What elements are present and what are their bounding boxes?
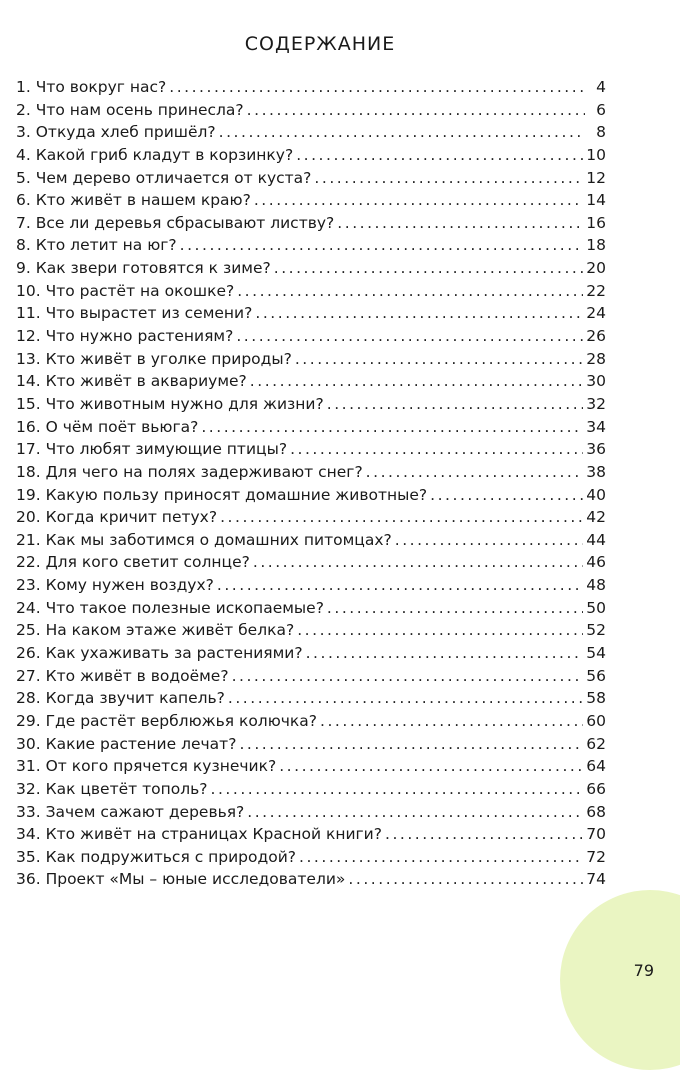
toc-entry-title: 24. Что такое полезные ископаемые?	[16, 598, 324, 617]
toc-entry-title: 5. Чем дерево отличается от куста?	[16, 168, 312, 187]
toc-entry[interactable]	[16, 801, 606, 824]
dot-leader	[247, 801, 583, 824]
toc-entry-title: 32. Как цветёт тополь?	[16, 779, 208, 798]
dot-leader	[297, 619, 583, 642]
page-title: СОДЕРЖАНИЕ	[244, 33, 396, 55]
toc-entry-title: 6. Кто живёт в нашем краю?	[16, 191, 251, 210]
toc-entry-title: 20. Когда кричит петух?	[16, 508, 218, 527]
toc-entry-title: 21. Как мы заботимся о домашних питомцах?	[16, 530, 392, 549]
dot-leader	[296, 144, 583, 167]
toc-entry[interactable]	[16, 642, 606, 665]
toc-entry-title: 18. Для чего на полях задерживают снег?	[16, 462, 363, 481]
toc-entry-page: 46	[586, 553, 606, 572]
toc-entry-page: 22	[586, 281, 606, 300]
dot-leader	[327, 393, 584, 416]
dot-leader	[327, 597, 583, 620]
toc-entry-title: 11. Что вырастет из семени?	[16, 304, 253, 323]
toc-entry-title: 28. Когда звучит капель?	[16, 689, 225, 708]
toc-entry[interactable]	[16, 438, 606, 461]
toc-entry-title: 4. Какой гриб кладут в корзинку?	[16, 145, 294, 164]
toc-entry[interactable]	[16, 348, 606, 371]
toc-entry-title: 35. Как подружиться с природой?	[16, 847, 297, 866]
toc-entry-title: 15. Что животным нужно для жизни?	[16, 394, 324, 413]
toc-entry-title: 3. Откуда хлеб пришёл?	[16, 123, 216, 142]
toc-entry[interactable]	[16, 665, 606, 688]
toc-entry[interactable]	[16, 325, 606, 348]
toc-entry-title: 26. Как ухаживать за растениями?	[16, 644, 303, 663]
toc-entry-page: 72	[586, 847, 606, 866]
dot-leader	[237, 280, 583, 303]
toc-entry-page: 4	[596, 78, 606, 96]
dot-leader	[253, 551, 583, 574]
toc-entry[interactable]	[16, 416, 606, 439]
toc-entry-title: 25. На каком этаже живёт белка?	[16, 621, 295, 640]
dot-leader	[232, 665, 584, 688]
toc-entry[interactable]	[16, 167, 606, 190]
toc-entry-page: 32	[586, 394, 606, 413]
toc-entry[interactable]	[16, 189, 606, 212]
toc-entry-page: 64	[586, 757, 606, 776]
toc-entry[interactable]	[16, 144, 606, 167]
toc-entry[interactable]	[16, 551, 606, 574]
table-of-contents	[16, 76, 606, 891]
toc-entry-page: 8	[596, 123, 606, 142]
toc-entry-title: 8. Кто летит на юг?	[16, 236, 177, 255]
toc-entry-title: 10. Что растёт на окошке?	[16, 281, 235, 300]
toc-entry-title: 23. Кому нужен воздух?	[16, 576, 214, 595]
toc-entry-title: 29. Где растёт верблюжья колючка?	[16, 711, 318, 730]
toc-entry-page: 28	[586, 349, 606, 368]
toc-entry[interactable]	[16, 619, 606, 642]
toc-entry-page: 58	[586, 689, 606, 708]
toc-entry-page: 68	[586, 802, 606, 821]
toc-entry-title: 16. О чём поёт вьюга?	[16, 417, 199, 436]
toc-entry-page: 18	[586, 236, 606, 255]
dot-leader	[211, 778, 584, 801]
dot-leader	[201, 416, 583, 439]
toc-entry-page: 50	[586, 598, 606, 617]
toc-entry-page: 52	[586, 621, 606, 640]
toc-entry-title: 7. Все ли деревья сбрасывают листву?	[16, 213, 335, 232]
toc-entry-page: 74	[586, 870, 606, 889]
toc-entry-page: 48	[586, 576, 606, 595]
toc-entry-page: 12	[586, 168, 606, 187]
toc-entry[interactable]	[16, 99, 606, 122]
toc-entry[interactable]	[16, 234, 606, 257]
dot-leader	[255, 302, 583, 325]
toc-entry-page: 36	[586, 440, 606, 459]
toc-entry-page: 30	[586, 372, 606, 391]
dot-leader	[430, 484, 583, 507]
dot-leader	[239, 733, 583, 756]
toc-entry-page: 42	[586, 508, 606, 527]
dot-leader	[290, 438, 583, 461]
toc-entry-page: 34	[586, 417, 606, 436]
toc-entry-title: 30. Какие растение лечат?	[16, 734, 237, 753]
toc-entry[interactable]	[16, 280, 606, 303]
dot-leader	[169, 76, 585, 99]
toc-entry[interactable]	[16, 506, 606, 529]
toc-entry[interactable]	[16, 710, 606, 733]
dot-leader	[320, 710, 583, 733]
toc-entry-page: 70	[586, 825, 606, 844]
toc-entry-title: 34. Кто живёт на страницах Красной книги?	[16, 825, 382, 844]
dot-leader	[236, 325, 583, 348]
toc-entry-title: 19. Какую пользу приносят домашние животные?	[16, 485, 428, 504]
dot-leader	[295, 348, 583, 371]
toc-entry[interactable]	[16, 846, 606, 869]
toc-entry[interactable]	[16, 370, 606, 393]
toc-entry[interactable]	[16, 302, 606, 325]
toc-entry-page: 20	[586, 259, 606, 278]
dot-leader	[228, 687, 583, 710]
toc-entry-page: 66	[586, 779, 606, 798]
dot-leader	[274, 257, 584, 280]
dot-leader	[220, 506, 583, 529]
toc-entry-title: 12. Что нужно растениям?	[16, 327, 234, 346]
dot-leader	[250, 370, 583, 393]
toc-entry-page: 26	[586, 327, 606, 346]
toc-entry-title: 14. Кто живёт в аквариуме?	[16, 372, 247, 391]
toc-entry[interactable]	[16, 393, 606, 416]
toc-entry-page: 44	[586, 530, 606, 549]
toc-entry-page: 60	[586, 711, 606, 730]
toc-entry[interactable]	[16, 755, 606, 778]
toc-entry[interactable]	[16, 212, 606, 235]
toc-entry-page: 10	[586, 145, 606, 164]
dot-leader	[219, 121, 585, 144]
toc-entry-title: 17. Что любят зимующие птицы?	[16, 440, 288, 459]
dot-leader	[366, 461, 584, 484]
page-number: 79	[633, 961, 654, 980]
dot-leader	[247, 99, 585, 122]
dot-leader	[395, 529, 584, 552]
dot-leader	[306, 642, 584, 665]
toc-entry-page: 62	[586, 734, 606, 753]
toc-entry[interactable]	[16, 687, 606, 710]
toc-entry-title: 33. Зачем сажают деревья?	[16, 802, 245, 821]
dot-leader	[299, 846, 583, 869]
toc-entry[interactable]	[16, 823, 606, 846]
toc-entry-title: 2. Что нам осень принесла?	[16, 100, 244, 119]
toc-entry-page: 40	[586, 485, 606, 504]
toc-entry[interactable]	[16, 484, 606, 507]
toc-entry[interactable]	[16, 529, 606, 552]
toc-entry[interactable]	[16, 597, 606, 620]
toc-entry-page: 38	[586, 462, 606, 481]
toc-entry-page: 14	[586, 191, 606, 210]
toc-entry-page: 6	[596, 100, 606, 119]
dot-leader	[348, 868, 583, 891]
toc-entry[interactable]	[16, 76, 606, 99]
corner-decoration	[560, 890, 680, 1070]
dot-leader	[217, 574, 583, 597]
toc-entry[interactable]	[16, 121, 606, 144]
dot-leader	[337, 212, 583, 235]
toc-entry[interactable]	[16, 778, 606, 801]
dot-leader	[314, 167, 583, 190]
toc-entry[interactable]	[16, 733, 606, 756]
dot-leader	[279, 755, 583, 778]
toc-entry-page: 24	[586, 304, 606, 323]
toc-entry-title: 9. Как звери готовятся к зиме?	[16, 259, 271, 278]
dot-leader	[254, 189, 583, 212]
toc-entry[interactable]	[16, 257, 606, 280]
toc-entry-title: 31. От кого прячется кузнечик?	[16, 757, 277, 776]
toc-entry-title: 27. Кто живёт в водоёме?	[16, 666, 229, 685]
dot-leader	[180, 234, 584, 257]
toc-entry-page: 16	[586, 213, 606, 232]
toc-entry[interactable]	[16, 461, 606, 484]
toc-entry-page: 54	[586, 644, 606, 663]
dot-leader	[385, 823, 583, 846]
toc-entry-page: 56	[586, 666, 606, 685]
toc-entry[interactable]	[16, 868, 606, 891]
toc-entry-title: 36. Проект «Мы – юные исследователи»	[16, 870, 346, 889]
toc-entry-title: 22. Для кого светит солнце?	[16, 553, 250, 572]
toc-entry-title: 13. Кто живёт в уголке природы?	[16, 349, 292, 368]
toc-entry[interactable]	[16, 574, 606, 597]
toc-entry-title: 1. Что вокруг нас?	[16, 78, 167, 96]
